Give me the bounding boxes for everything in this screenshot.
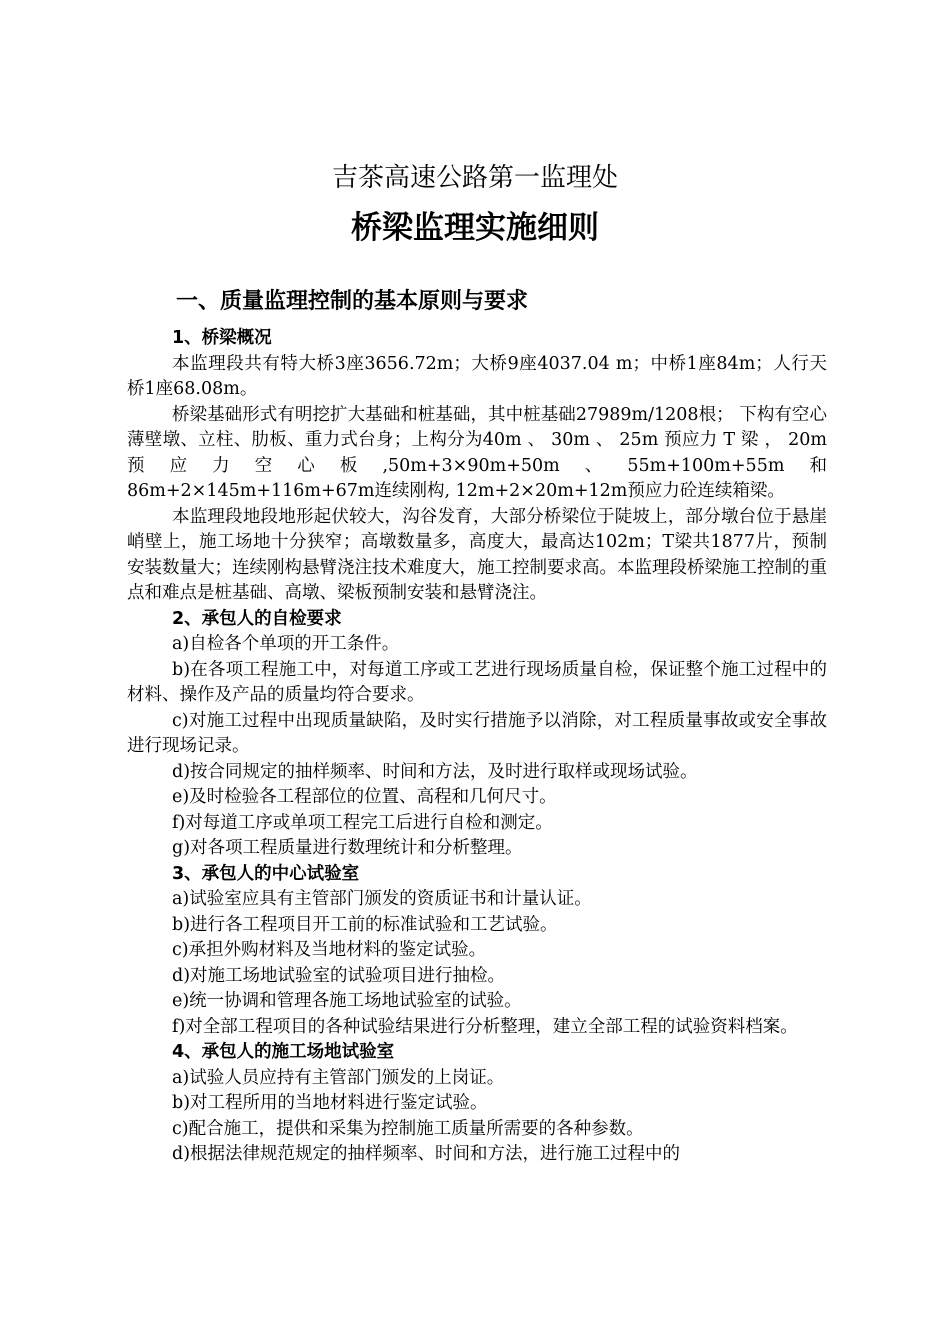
list-item: c)配合施工，提供和采集为控制施工质量所需要的各种参数。	[172, 1118, 644, 1139]
list-item: f)对每道工序或单项工程完工后进行自检和测定。	[172, 812, 553, 833]
list-item: e)及时检验各工程部位的位置、高程和几何尺寸。	[172, 787, 557, 807]
list-item: b)对工程所用的当地材料进行鉴定试验。	[172, 1093, 488, 1113]
paragraph: 桥梁基础形式有明挖扩大基础和桩基础，其中桩基础27989m/1208根； 下构有空心薄壁墩、立柱、肋板、重力式台身；上构分为40m 、 30m 、 25m 预应力 T 梁 ， 20m 预应力空心板,50m+3×90m+50m、55m+100m+55m和86m+2×145m+116m+67m连续刚构, 12m+2×20m+12m预应力砼连续箱梁。	[127, 404, 827, 501]
document-title: 桥梁监理实施细则	[351, 210, 599, 246]
list-item: b)在各项工程施工中，对每道工序或工艺进行现场质量自检，保证整个施工过程中的材料、操作及产品的质量均符合要求。	[127, 659, 827, 705]
list-item: a)自检各个单项的开工条件。	[172, 634, 400, 654]
subsection-heading-4: 4、承包人的施工场地试验室	[172, 1042, 395, 1062]
list-item: a)试验人员应持有主管部门颁发的上岗证。	[172, 1067, 505, 1088]
list-item: c)承担外购材料及当地材料的鉴定试验。	[172, 940, 487, 960]
document-body	[127, 326, 827, 1168]
subsection-heading-2: 2、承包人的自检要求	[172, 608, 342, 629]
list-item: f)对全部工程项目的各种试验结果进行分析整理，建立全部工程的试验资料档案。	[172, 1016, 798, 1037]
subsection-heading-1: 1、桥梁概况	[172, 328, 272, 348]
list-item: c)对施工过程中出现质量缺陷，及时实行措施予以消除，对工程质量事故或安全事故进行现场记录。	[127, 710, 827, 756]
list-item: b)进行各工程项目开工前的标准试验和工艺试验。	[172, 914, 558, 935]
paragraph: 本监理段共有特大桥3座3656.72m；大桥9座4037.04 m；中桥1座84m；人行天桥1座68.08m。	[127, 353, 827, 399]
list-item: d)对施工场地试验室的试验项目进行抽检。	[172, 965, 506, 986]
list-item: g)对各项工程质量进行数理统计和分析整理。	[172, 838, 523, 858]
list-item: a)试验室应具有主管部门颁发的资质证书和计量认证。	[172, 889, 592, 909]
paragraph: 本监理段地段地形起伏较大，沟谷发育，大部分桥梁位于陡坡上，部分墩台位于悬崖峭壁上，施工场地十分狭窄；高墩数量多，高度大，最高达102m；T梁共1877片，预制安装数量大；连续刚构悬臂浇注技术难度大，施工控制要求高。本监理段桥梁施工控制的重点和难点是桩基础、高墩、梁板预制安装和悬臂浇注。	[127, 506, 827, 603]
list-item: d)按合同规定的抽样频率、时间和方法，及时进行取样或现场试验。	[172, 761, 698, 782]
list-item: d)根据法律规范规定的抽样频率、时间和方法，进行施工过程中的	[172, 1144, 681, 1164]
list-item: e)统一协调和管理各施工场地试验室的试验。	[172, 991, 522, 1011]
section-heading: 一、质量监理控制的基本原则与要求	[176, 289, 529, 314]
subsection-heading-3: 3、承包人的中心试验室	[172, 863, 360, 884]
organization-name: 吉茶高速公路第一监理处	[331, 163, 618, 193]
